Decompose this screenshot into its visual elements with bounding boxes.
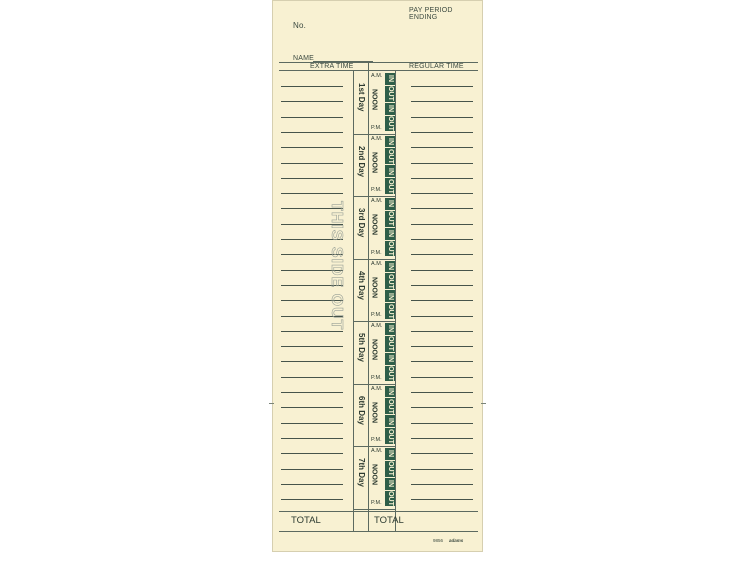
extra-time-line <box>281 469 343 470</box>
extra-time-line <box>281 147 343 148</box>
extra-time-line <box>281 453 343 454</box>
regular-time-line <box>411 101 473 102</box>
out-stamp-label: OUT <box>386 211 394 227</box>
regular-time-line <box>411 407 473 408</box>
card-notch-right <box>481 403 486 404</box>
regular-time-line <box>411 484 473 485</box>
extra-time-line <box>281 499 343 500</box>
extra-time-line <box>281 117 343 118</box>
pm-label: P.M. <box>371 312 382 318</box>
out-stamp-label: OUT <box>386 336 394 352</box>
am-label: A.M. <box>371 73 383 79</box>
in-stamp-label: IN <box>385 103 395 115</box>
am-label: A.M. <box>371 323 383 329</box>
out-stamp-label: OUT <box>386 366 394 381</box>
extra-time-header: EXTRA TIME <box>310 63 354 70</box>
day-label: 1st Day <box>357 83 366 112</box>
day-label: 2nd Day <box>357 145 366 177</box>
out-stamp-label: OUT <box>386 461 394 477</box>
extra-time-line <box>281 407 343 408</box>
in-stamp-label: IN <box>385 353 395 365</box>
regular-time-line <box>411 163 473 164</box>
regular-time-line <box>411 499 473 500</box>
regular-time-line <box>411 178 473 179</box>
regular-time-line <box>411 117 473 118</box>
regular-time-line <box>411 438 473 439</box>
out-stamp-label: OUT <box>386 148 394 164</box>
in-stamp-label: IN <box>385 165 395 177</box>
extra-time-line <box>281 331 343 332</box>
name-label: NAME <box>293 55 315 62</box>
in-stamp-label: IN <box>385 323 395 335</box>
form-number: 9856 <box>433 538 444 543</box>
out-stamp-label: OUT <box>386 241 394 256</box>
regular-time-line <box>411 423 473 424</box>
in-stamp-label: IN <box>385 415 395 427</box>
am-label: A.M. <box>371 198 383 204</box>
time-card <box>272 0 483 552</box>
in-stamp-label: IN <box>385 136 395 148</box>
noon-label: NOON <box>370 89 378 110</box>
out-stamp-label: OUT <box>386 398 394 414</box>
extra-time-line <box>281 361 343 362</box>
extra-time-line <box>281 392 343 393</box>
extra-time-line <box>281 484 343 485</box>
day-separator <box>354 321 395 322</box>
regular-time-line <box>411 453 473 454</box>
day-separator <box>354 446 395 447</box>
in-stamp-label: IN <box>385 228 395 240</box>
noon-label: NOON <box>370 339 378 360</box>
day-label: 7th Day <box>357 458 366 487</box>
extra-time-line <box>281 101 343 102</box>
regular-time-line <box>411 239 473 240</box>
regular-time-line <box>411 300 473 301</box>
extra-time-line <box>281 132 343 133</box>
total-regular-time-label: TOTAL <box>374 515 404 526</box>
day-separator <box>354 259 395 260</box>
regular-time-line <box>411 469 473 470</box>
pm-label: P.M. <box>371 249 382 256</box>
day-label: 3rd Day <box>357 208 366 238</box>
regular-time-line <box>411 208 473 209</box>
regular-time-line <box>411 392 473 393</box>
out-stamp-label: OUT <box>386 178 394 194</box>
extra-time-line <box>281 193 343 194</box>
total-extra-time-label: TOTAL <box>291 515 321 526</box>
regular-time-line <box>411 285 473 286</box>
extra-time-line <box>281 423 343 424</box>
day-separator <box>354 384 395 385</box>
pm-label: P.M. <box>371 124 382 131</box>
extra-time-line <box>281 346 343 347</box>
out-stamp-label: OUT <box>386 116 394 131</box>
regular-time-line <box>411 346 473 347</box>
in-stamp-label: IN <box>385 261 395 273</box>
noon-label: NOON <box>370 464 378 485</box>
in-stamp-label: IN <box>385 478 395 490</box>
day-separator <box>354 134 395 135</box>
pm-label: P.M. <box>371 499 382 506</box>
out-stamp-label: OUT <box>386 303 394 319</box>
noon-label: NOON <box>370 214 378 235</box>
regular-time-line <box>411 147 473 148</box>
pm-label: P.M. <box>371 437 382 443</box>
extra-time-line <box>281 86 343 87</box>
am-label: A.M. <box>371 448 383 454</box>
regular-time-line <box>411 193 473 194</box>
name-underline <box>313 61 373 62</box>
out-stamp-label: OUT <box>386 491 394 506</box>
regular-time-line <box>411 361 473 362</box>
card-number-label: No. <box>293 21 307 30</box>
pm-label: P.M. <box>371 374 382 381</box>
out-stamp-label: OUT <box>386 273 394 289</box>
in-stamp-label: IN <box>385 290 395 302</box>
regular-time-line <box>411 132 473 133</box>
day-label: 4th Day <box>357 270 366 300</box>
am-label: A.M. <box>371 260 383 267</box>
in-stamp-label: IN <box>385 198 395 210</box>
header-rule-bottom <box>279 70 478 71</box>
extra-time-line <box>281 178 343 179</box>
extra-time-line <box>281 438 343 439</box>
day-separator <box>354 196 395 197</box>
in-stamp-label: IN <box>385 73 395 85</box>
regular-time-line <box>411 331 473 332</box>
regular-time-line <box>411 377 473 378</box>
total-rule <box>279 511 478 512</box>
day-label: 5th Day <box>357 333 366 362</box>
regular-time-line <box>411 270 473 271</box>
out-stamp-label: OUT <box>386 428 394 444</box>
extra-time-line <box>281 377 343 378</box>
regular-time-line <box>411 224 473 225</box>
day-separator <box>354 509 395 510</box>
extra-time-line <box>281 163 343 164</box>
regular-time-header: REGULAR TIME <box>409 63 464 70</box>
am-label: A.M. <box>371 385 383 392</box>
day-label: 6th Day <box>357 395 366 425</box>
card-notch-left <box>269 403 274 404</box>
in-stamp-label: IN <box>385 386 395 398</box>
in-stamp-label: IN <box>385 448 395 460</box>
noon-label: NOON <box>370 151 378 173</box>
regular-time-line <box>411 254 473 255</box>
this-side-out-watermark: THIS SIDE OUT <box>328 201 345 331</box>
divider-right <box>395 70 396 531</box>
regular-time-line <box>411 86 473 87</box>
noon-label: NOON <box>370 401 378 423</box>
bottom-rule <box>279 531 478 532</box>
header-rule-top <box>279 62 478 63</box>
am-label: A.M. <box>371 135 383 142</box>
out-stamp-label: OUT <box>386 86 394 102</box>
pay-period-ending-label: PAY PERIOD ENDING <box>409 7 453 21</box>
noon-label: NOON <box>370 276 378 298</box>
pm-label: P.M. <box>371 187 382 193</box>
brand-logo: adams <box>449 538 464 543</box>
regular-time-line <box>411 316 473 317</box>
